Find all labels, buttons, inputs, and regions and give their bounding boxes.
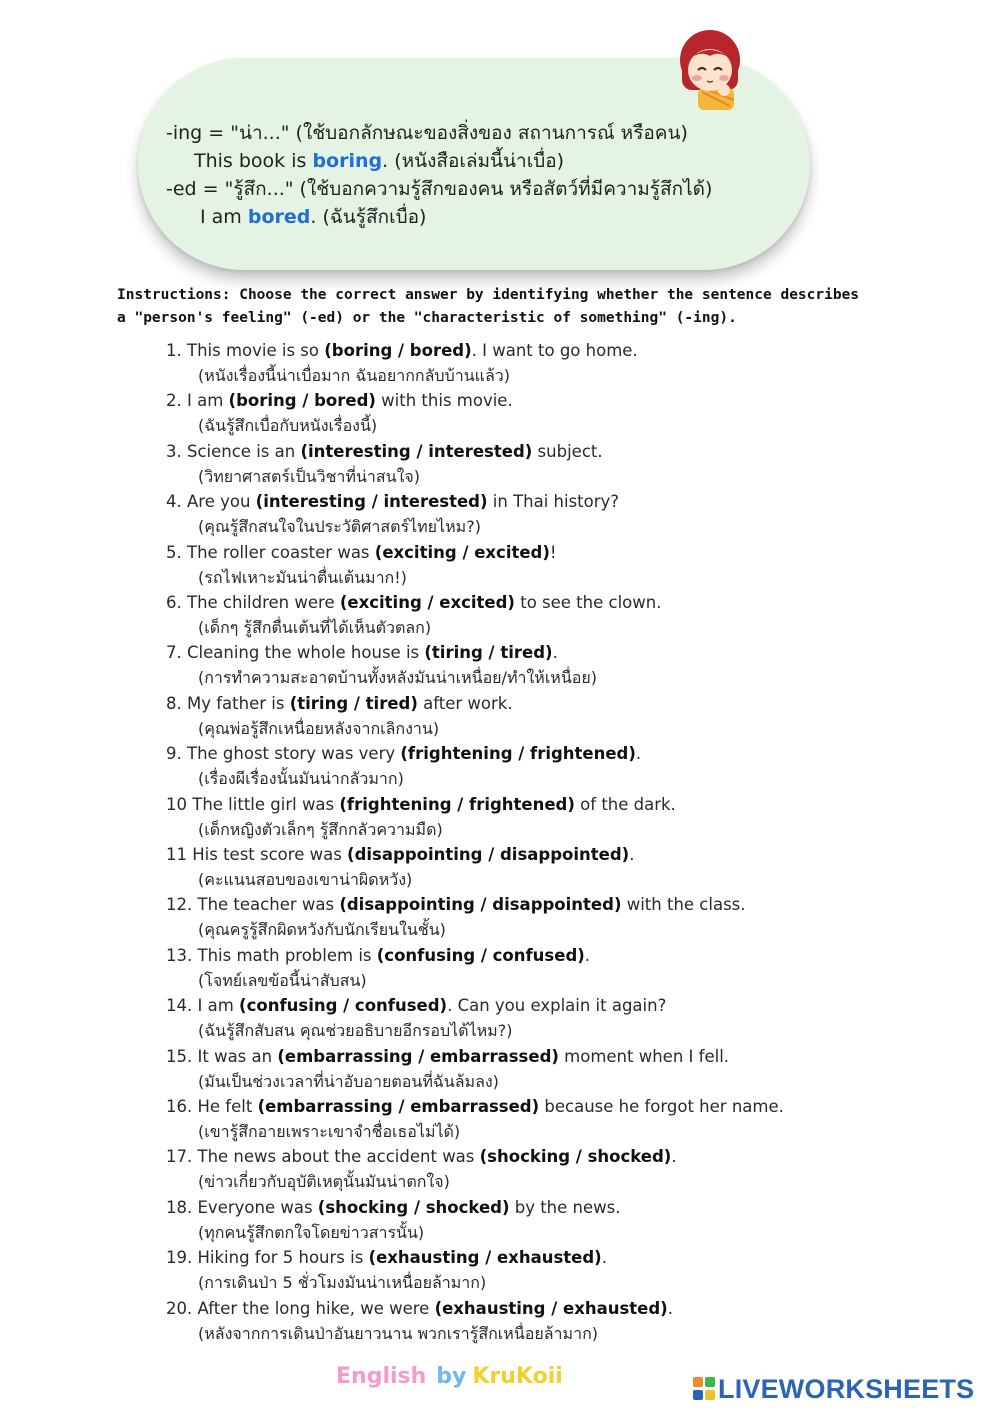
question-text-pre: This movie is so xyxy=(187,341,325,360)
answer-choice[interactable]: (boring / bored) xyxy=(228,391,376,411)
question-text-post: ! xyxy=(549,542,557,562)
ing-example-post: . (หนังสือเล่มนี้น่าเบื่อ) xyxy=(382,150,565,172)
ed-example-post: . (ฉันรู้สึกเบื่อ) xyxy=(310,206,427,228)
question-text-post: . xyxy=(584,945,591,965)
question-translation: (โจทย์เลขข้อนี้น่าสับสน) xyxy=(198,970,367,990)
question-text-pre: My father is xyxy=(187,693,290,713)
question-text-pre: The news about the accident was xyxy=(197,1147,480,1167)
question-text-pre: Everyone was xyxy=(197,1197,318,1217)
question-translation: (ฉันรู้สึกสับสน คุณช่วยอธิบายอีกรอบได้ไหม?) xyxy=(198,1021,513,1041)
question-translation: (ฉันรู้สึกเบื่อกับหนังเรื่องนี้) xyxy=(198,416,378,436)
question-number: 3. xyxy=(166,441,182,461)
question-text-post: moment when I fell. xyxy=(558,1046,730,1066)
question-text-post: with the class. xyxy=(621,895,746,915)
question-number: 1. xyxy=(166,341,182,360)
question-translation: (วิทยาศาสตร์เป็นวิชาที่น่าสนใจ) xyxy=(198,466,421,486)
question-number: 14. xyxy=(166,996,193,1016)
question-translation: (เรื่องผีเรื่องนั้นมันน่ากลัวมาก) xyxy=(198,769,404,789)
question-item xyxy=(166,642,558,664)
answer-choice[interactable]: (interesting / interested) xyxy=(255,492,488,512)
answer-choice[interactable]: (confusing / confused) xyxy=(376,945,585,965)
question-item xyxy=(166,542,557,564)
question-number: 7. xyxy=(166,643,182,663)
question-number: 20. xyxy=(166,1298,193,1318)
answer-choice[interactable]: (interesting / interested) xyxy=(300,441,533,461)
question-translation: (คุณครูรู้สึกผิดหวังกับนักเรียนในชั้น) xyxy=(198,920,446,940)
answer-choice[interactable]: (frightening / frightened) xyxy=(339,794,575,814)
question-number: 2. xyxy=(166,391,182,411)
question-text-post: . xyxy=(629,845,635,864)
question-number: 18. xyxy=(166,1197,193,1217)
question-text-post: . xyxy=(601,1248,607,1268)
answer-choice[interactable]: (disappointing / disappointed) xyxy=(339,895,622,915)
question-item xyxy=(166,894,746,916)
question-text-post: . xyxy=(552,643,558,663)
instructions xyxy=(117,284,917,330)
question-number: 8. xyxy=(166,693,182,713)
question-item xyxy=(166,945,590,967)
ing-rule: -ing = "น่า..." (ใช้บอกลักษณะของสิ่งของ สถานการณ์ หรือคน) xyxy=(166,122,688,144)
answer-choice[interactable]: (embarrassing / embarrassed) xyxy=(277,1046,559,1066)
question-translation: (รถไฟเหาะมันน่าตื่นเต้นมาก!) xyxy=(198,567,407,587)
question-item xyxy=(166,1247,607,1269)
question-text-pre: The children were xyxy=(187,593,340,612)
question-text-post: with this movie. xyxy=(375,391,513,411)
question-text-pre: Science is an xyxy=(187,441,301,461)
question-item xyxy=(166,693,513,715)
question-item xyxy=(166,743,641,765)
question-translation: (การเดินป่า 5 ชั่วโมงมันน่าเหนื่อยล้ามาก) xyxy=(198,1273,487,1293)
question-text-pre: The little girl was xyxy=(192,794,340,814)
question-item xyxy=(166,1096,784,1118)
answer-choice[interactable]: (tiring / tired) xyxy=(289,693,418,713)
question-item xyxy=(166,1197,620,1219)
question-text-pre: I am xyxy=(187,391,229,411)
question-text-post: by the news. xyxy=(509,1197,621,1217)
question-text-post: to see the clown. xyxy=(514,593,662,612)
answer-choice[interactable]: (embarrassing / embarrassed) xyxy=(257,1097,540,1116)
question-text-pre: The ghost story was very xyxy=(187,744,401,764)
question-number: 15. xyxy=(166,1046,193,1066)
brand-word-by: by xyxy=(436,1364,467,1389)
question-text-pre: He felt xyxy=(197,1097,258,1116)
question-text-pre: I am xyxy=(197,996,240,1016)
ing-example-pre: This book is xyxy=(194,150,313,172)
answer-choice[interactable]: (shocking / shocked) xyxy=(479,1147,672,1167)
question-item xyxy=(166,390,513,412)
question-translation: (ทุกคนรู้สึกตกใจโดยข่าวสารนั้น) xyxy=(198,1222,425,1242)
ed-rule: -ed = "รู้สึก..." (ใช้บอกความรู้สึกของคน หรือสัตว์ที่มีความรู้สึกได้) xyxy=(166,178,713,200)
question-translation: (คะแนนสอบของเขาน่าผิดหวัง) xyxy=(198,870,413,889)
question-text-post: subject. xyxy=(532,441,603,461)
answer-choice[interactable]: (exhausting / exhausted) xyxy=(368,1248,602,1268)
question-item xyxy=(166,1046,729,1068)
question-text-pre: It was an xyxy=(197,1046,278,1066)
question-number: 4. xyxy=(166,492,182,512)
question-text-post: of the dark. xyxy=(574,794,676,814)
answer-choice[interactable]: (exhausting / exhausted) xyxy=(434,1298,668,1318)
question-translation: (หลังจากการเดินป่าอันยาวนาน พวกเรารู้สึกเหนื่อยล้ามาก) xyxy=(198,1323,598,1343)
liveworksheets-logo-icon xyxy=(692,1376,716,1402)
answer-choice[interactable]: (exciting / excited) xyxy=(374,542,550,562)
question-translation: (การทำความสะอาดบ้านทั้งหลังมันน่าเหนื่อย/ทำให้เหนื่อย) xyxy=(198,668,598,688)
ing-example-word: boring xyxy=(312,150,383,172)
question-text-pre: His test score was xyxy=(192,845,348,864)
question-number: 5. xyxy=(166,542,182,562)
brand-credit xyxy=(336,1364,563,1389)
answer-choice[interactable]: (frightening / frightened) xyxy=(400,744,636,764)
ed-example-word: bored xyxy=(247,206,311,228)
question-text-post: after work. xyxy=(417,693,513,713)
question-item xyxy=(166,844,634,866)
question-translation: (หนังเรื่องนี้น่าเบื่อมาก ฉันอยากกลับบ้านแล้ว) xyxy=(198,366,510,385)
question-item xyxy=(166,340,638,362)
brand-word-english: English xyxy=(336,1364,427,1389)
question-text-post: . Can you explain it again? xyxy=(447,996,667,1016)
question-number: 9. xyxy=(166,744,182,764)
question-number: 17. xyxy=(166,1147,193,1167)
answer-choice[interactable]: (disappointing / disappointed) xyxy=(347,845,630,864)
question-text-pre: This math problem is xyxy=(197,945,377,965)
question-item xyxy=(166,592,661,614)
question-text-pre: The roller coaster was xyxy=(187,542,375,562)
question-number: 6. xyxy=(166,593,182,612)
liveworksheets-wordmark: LIVEWORKSHEETS xyxy=(718,1374,975,1404)
question-text-pre: Are you xyxy=(187,492,256,512)
question-text-post: . xyxy=(667,1298,673,1318)
answer-choice[interactable]: (shocking / shocked) xyxy=(317,1197,510,1217)
brand-word-krukoii: KruKoii xyxy=(472,1364,563,1389)
question-text-post: in Thai history? xyxy=(487,492,620,512)
question-number: 12. xyxy=(166,895,193,915)
question-item xyxy=(166,794,676,816)
question-item xyxy=(166,441,603,463)
question-number: 19. xyxy=(166,1248,193,1268)
question-item xyxy=(166,1298,673,1320)
question-text-pre: After the long hike, we were xyxy=(197,1298,435,1318)
ing-example xyxy=(194,149,564,173)
question-translation: (เขารู้สึกอายเพราะเขาจำชื่อเธอไม่ได้) xyxy=(198,1122,461,1141)
question-number: 13. xyxy=(166,945,193,965)
question-text-pre: The teacher was xyxy=(197,895,340,915)
answer-choice[interactable]: (confusing / confused) xyxy=(239,996,448,1016)
question-translation: (เด็กหญิงตัวเล็กๆ รู้สึกกลัวความมืด) xyxy=(198,819,443,839)
question-item xyxy=(166,995,666,1017)
question-text-post: because he forgot her name. xyxy=(539,1097,784,1116)
question-text-post: . xyxy=(635,744,642,764)
question-number: 10 xyxy=(166,794,187,814)
answer-choice[interactable]: (exciting / excited) xyxy=(339,593,515,612)
question-text-pre: Hiking for 5 hours is xyxy=(197,1248,369,1268)
question-translation: (คุณพ่อรู้สึกเหนื่อยหลังจากเลิกงาน) xyxy=(198,718,440,738)
question-translation: (คุณรู้สึกสนใจในประวัติศาสตร์ไทยไหม?) xyxy=(198,517,481,537)
question-translation: (เด็กๆ รู้สึกตื่นเต้นที่ได้เห็นตัวตลก) xyxy=(198,618,432,637)
instructions-line-2: a "person's feeling" (-ed) or the "characteristic of something" (-ing). xyxy=(117,310,737,326)
question-translation: (มันเป็นช่วงเวลาที่น่าอับอายตอนที่ฉันล้มลง) xyxy=(198,1071,499,1091)
answer-choice[interactable]: (boring / bored) xyxy=(324,341,472,360)
question-number: 11 xyxy=(166,845,187,864)
question-translation: (ข่าวเกี่ยวกับอุบัติเหตุนั้นมันน่าตกใจ) xyxy=(198,1172,450,1192)
question-number: 16. xyxy=(166,1097,193,1116)
liveworksheets-logo[interactable] xyxy=(692,1374,974,1404)
question-text-pre: Cleaning the whole house is xyxy=(187,643,425,663)
answer-choice[interactable]: (tiring / tired) xyxy=(424,643,553,663)
girl-illustration-icon xyxy=(668,26,752,110)
question-item xyxy=(166,491,619,513)
question-text-post: . I want to go home. xyxy=(471,341,638,360)
question-item xyxy=(166,1146,677,1168)
instructions-line-1: Instructions: Choose the correct answer by identifying whether the sentence describes xyxy=(117,287,860,303)
question-text-post: . xyxy=(671,1147,677,1167)
ed-example xyxy=(200,205,426,229)
ed-example-pre: I am xyxy=(200,206,248,228)
